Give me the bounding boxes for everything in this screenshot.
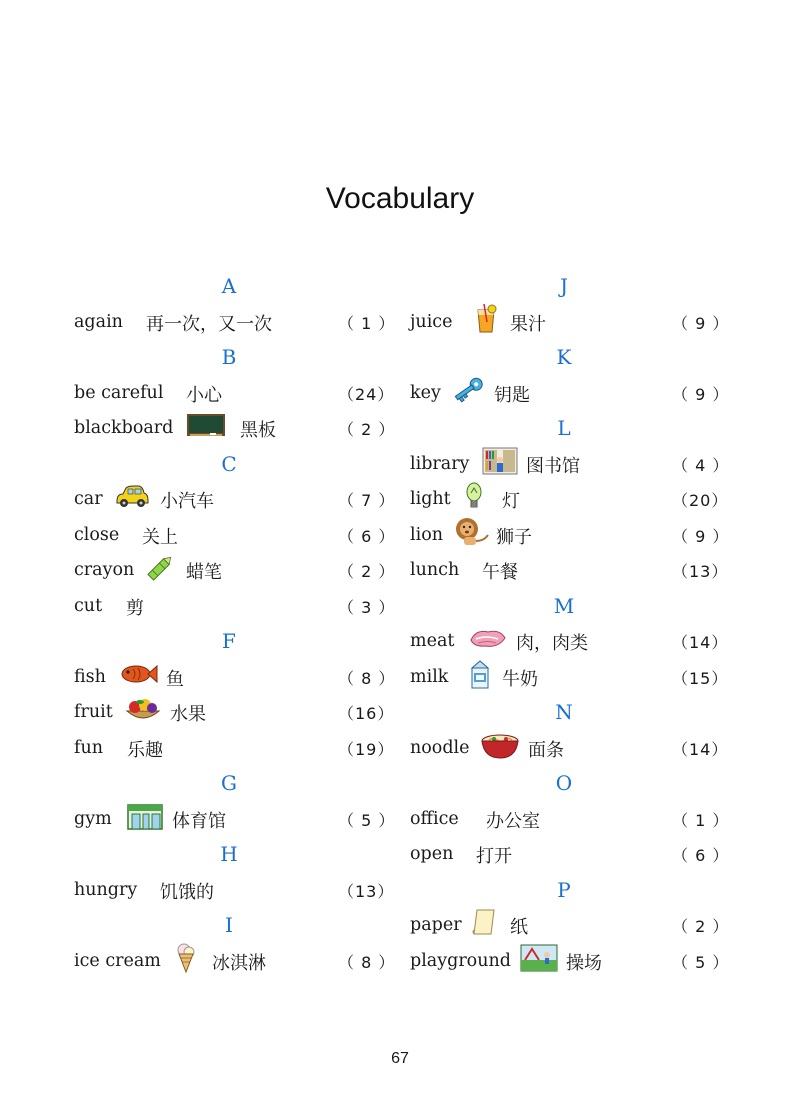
- entry-crayon: [74, 554, 396, 590]
- fruit-icon: [124, 695, 158, 723]
- juice-icon: [472, 302, 506, 330]
- entry-translation: 关上: [142, 526, 178, 548]
- entry-word: juice: [410, 311, 453, 332]
- entry-translation: 饥饿的: [160, 881, 214, 903]
- entry-translation: 黑板: [240, 420, 276, 441]
- entry-translation: 打开: [476, 846, 512, 867]
- section-letter-a: A: [221, 274, 237, 298]
- entry-fun: [74, 732, 395, 768]
- fish-icon: [120, 660, 154, 688]
- section-letter-g: G: [221, 771, 237, 795]
- entry-blackboard: [74, 412, 396, 448]
- blackboard-icon: [186, 413, 220, 441]
- entry-translation: 剪: [126, 597, 144, 619]
- entry-office: [410, 803, 730, 839]
- entry-light: [410, 483, 729, 519]
- entry-word: cut: [74, 595, 103, 616]
- section-letter-o: O: [555, 771, 573, 795]
- entry-unit: （ 1 ）: [338, 313, 396, 333]
- entry-word: office: [410, 808, 459, 829]
- entry-word: again: [74, 311, 123, 332]
- paper-icon: [470, 907, 504, 935]
- entry-unit: （ 6 ）: [338, 526, 396, 546]
- entry-word: fun: [74, 737, 104, 758]
- entry-word: milk: [410, 666, 449, 687]
- entry-unit: （16）: [338, 704, 395, 723]
- entry-unit: （ 2 ）: [672, 917, 730, 936]
- entry-word: hungry: [74, 879, 138, 900]
- entry-word: light: [410, 489, 451, 509]
- entry-library: [410, 448, 730, 484]
- entry-word: be careful: [74, 382, 164, 403]
- entry-unit: （ 9 ）: [672, 384, 730, 404]
- entry-translation: 小汽车: [160, 491, 214, 512]
- entry-unit: （ 3 ）: [338, 597, 396, 617]
- crayon-icon: [144, 553, 178, 581]
- entry-translation: 面条: [528, 739, 564, 761]
- entry-unit: （ 1 ）: [672, 810, 730, 830]
- entry-translation: 小心: [186, 384, 222, 406]
- entry-word: gym: [74, 808, 112, 829]
- entry-unit: （24）: [338, 384, 395, 404]
- entry-word: key: [410, 382, 441, 403]
- section-letter-m: M: [553, 593, 575, 618]
- entry-unit: （ 2 ）: [338, 562, 396, 581]
- entry-translation: 蜡笔: [186, 562, 222, 583]
- entry-fish: [74, 661, 396, 697]
- entry-unit: （ 9 ）: [672, 313, 730, 333]
- entry-translation: 鱼: [166, 668, 184, 690]
- section-letter-f: F: [222, 629, 236, 653]
- entry-translation: 水果: [170, 704, 206, 725]
- entry-again: [74, 306, 396, 342]
- entry-unit: （ 4 ）: [672, 455, 730, 475]
- entry-translation: 钥匙: [494, 384, 530, 406]
- entry-unit: （ 8 ）: [338, 952, 396, 972]
- entry-cut: [74, 590, 396, 626]
- section-letter-j: J: [559, 274, 569, 298]
- page-number: 67: [391, 1050, 409, 1067]
- entry-translation: 办公室: [486, 810, 540, 832]
- ice-cream-icon: [172, 941, 206, 969]
- entry-juice: [410, 306, 730, 342]
- entry-word: lion: [410, 524, 444, 545]
- car-icon: [114, 482, 148, 510]
- entry-translation: 午餐: [482, 562, 518, 583]
- entry-unit: （13）: [338, 881, 395, 901]
- entry-unit: （19）: [338, 739, 395, 759]
- entry-unit: （ 5 ）: [338, 810, 396, 830]
- entry-unit: （14）: [672, 633, 729, 652]
- section-letter-h: H: [220, 842, 238, 866]
- vocabulary-column-left: [74, 270, 396, 980]
- entry-word: fish: [74, 666, 106, 687]
- entry-translation: 肉，肉类: [516, 633, 588, 654]
- entry-translation: 牛奶: [502, 668, 538, 690]
- entry-unit: （ 9 ）: [672, 526, 730, 546]
- section-letter-i: I: [225, 913, 233, 937]
- entry-word: car: [74, 489, 103, 509]
- entry-ice-cream: [74, 945, 396, 981]
- entry-word: fruit: [74, 702, 113, 722]
- playground-icon: [520, 943, 554, 971]
- entry-word: blackboard: [74, 418, 174, 438]
- entry-close: [74, 519, 396, 555]
- entry-translation: 狮子: [496, 526, 532, 548]
- entry-paper: [410, 909, 730, 945]
- entry-lunch: [410, 554, 729, 590]
- entry-translation: 再一次，又一次: [146, 313, 272, 335]
- entry-word: library: [410, 453, 470, 474]
- entry-translation: 图书馆: [526, 455, 580, 477]
- entry-car: [74, 483, 396, 519]
- entry-word: close: [74, 524, 120, 545]
- entry-unit: （ 2 ）: [338, 420, 396, 439]
- library-icon: [482, 446, 516, 474]
- vocabulary-column-right: [410, 270, 730, 980]
- entry-word: playground: [410, 950, 511, 971]
- entry-meat: [410, 625, 729, 661]
- entry-unit: （ 6 ）: [672, 846, 730, 865]
- entry-unit: （20）: [672, 491, 729, 510]
- section-letter-c: C: [221, 451, 237, 476]
- key-icon: [450, 376, 484, 404]
- entry-key: [410, 377, 730, 413]
- entry-noodle: [410, 732, 729, 768]
- noodle-bowl-icon: [480, 730, 514, 758]
- entry-translation: 操场: [566, 952, 602, 974]
- entry-unit: （ 7 ）: [338, 491, 396, 510]
- entry-playground: [410, 945, 730, 981]
- entry-translation: 灯: [502, 491, 520, 512]
- entry-fruit: [74, 696, 395, 732]
- entry-word: paper: [410, 915, 462, 935]
- section-letter-k: K: [556, 345, 572, 369]
- entry-unit: （ 5 ）: [672, 952, 730, 972]
- entry-translation: 体育馆: [172, 810, 226, 832]
- entry-unit: （ 8 ）: [338, 668, 396, 688]
- entry-unit: （14）: [672, 739, 729, 759]
- entry-translation: 纸: [510, 917, 528, 938]
- entry-translation: 乐趣: [127, 739, 163, 761]
- entry-translation: 冰淇淋: [212, 952, 266, 974]
- entry-lion: [410, 519, 730, 555]
- entry-word: open: [410, 844, 454, 864]
- entry-unit: （15）: [672, 668, 729, 688]
- milk-carton-icon: [466, 658, 500, 686]
- entry-milk: [410, 661, 729, 697]
- entry-word: noodle: [410, 737, 470, 758]
- entry-word: ice cream: [74, 950, 161, 971]
- meat-icon: [468, 624, 502, 652]
- entry-gym: [74, 803, 396, 839]
- entry-hungry: [74, 874, 395, 910]
- entry-unit: （13）: [672, 562, 729, 581]
- entry-be-careful: [74, 377, 395, 413]
- entry-word: lunch: [410, 560, 460, 580]
- light-bulb-icon: [462, 480, 496, 508]
- section-letter-p: P: [557, 877, 571, 902]
- entry-word: crayon: [74, 560, 135, 580]
- section-letter-n: N: [555, 700, 573, 724]
- gym-icon: [126, 801, 160, 829]
- entry-open: [410, 838, 730, 874]
- page-title: Vocabulary: [325, 182, 475, 215]
- section-letter-l: L: [557, 416, 571, 440]
- entry-translation: 果汁: [510, 313, 546, 335]
- entry-word: meat: [410, 631, 455, 651]
- lion-icon: [454, 515, 488, 543]
- section-letter-b: B: [221, 345, 237, 369]
